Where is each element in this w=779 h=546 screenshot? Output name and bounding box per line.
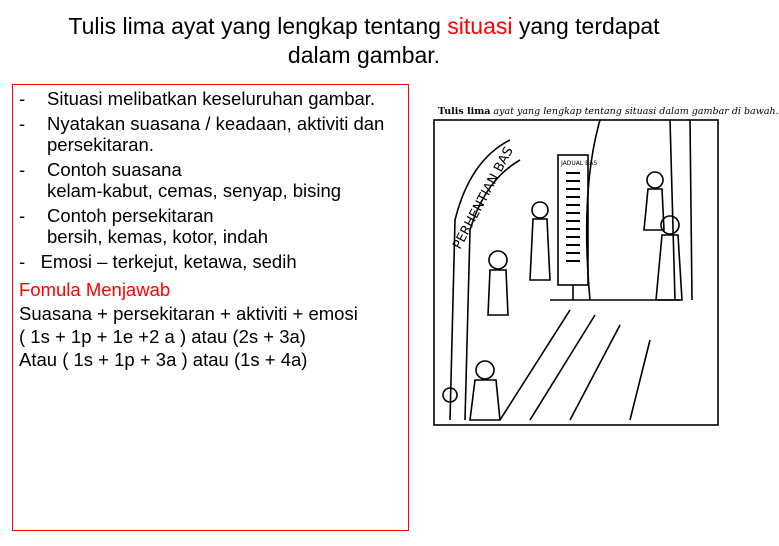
slide-title: Tulis lima ayat yang lengkap tentang situasi yang terdapat dalam gambar. bbox=[68, 13, 660, 68]
schedule-board-label: JADUAL BAS bbox=[561, 160, 598, 167]
list-item-continuation: bersih, kemas, kotor, indah bbox=[47, 226, 269, 247]
emosi-line: - Emosi – terkejut, ketawa, sedih bbox=[19, 251, 297, 272]
formula-line: ( 1s + 1p + 1e +2 a ) atau (2s + 3a) bbox=[19, 326, 306, 347]
list-item: - Contoh suasana bbox=[19, 159, 182, 180]
picture-caption: Tulis lima ayat yang lengkap tentang situasi dalam gambar di bawah. bbox=[438, 106, 779, 117]
list-item: - Nyatakan suasana / keadaan, aktiviti dan persekitaran. bbox=[19, 113, 385, 155]
content-box bbox=[12, 84, 409, 531]
formula-line: Suasana + persekitaran + aktiviti + emosi bbox=[19, 303, 358, 324]
formula-title: Fomula Menjawab bbox=[19, 279, 171, 300]
bus-stop-sign: PERHENTIAN BAS bbox=[450, 144, 517, 252]
title-highlight: situasi bbox=[447, 13, 513, 39]
bus-stop-illustration bbox=[430, 100, 779, 430]
list-item-continuation: kelam-kabut, cemas, senyap, bising bbox=[47, 180, 342, 201]
list-item: - Contoh persekitaran bbox=[19, 205, 214, 226]
list-item: - Situasi melibatkan keseluruhan gambar. bbox=[19, 88, 376, 109]
formula-line: Atau ( 1s + 1p + 3a ) atau (1s + 4a) bbox=[19, 349, 308, 370]
